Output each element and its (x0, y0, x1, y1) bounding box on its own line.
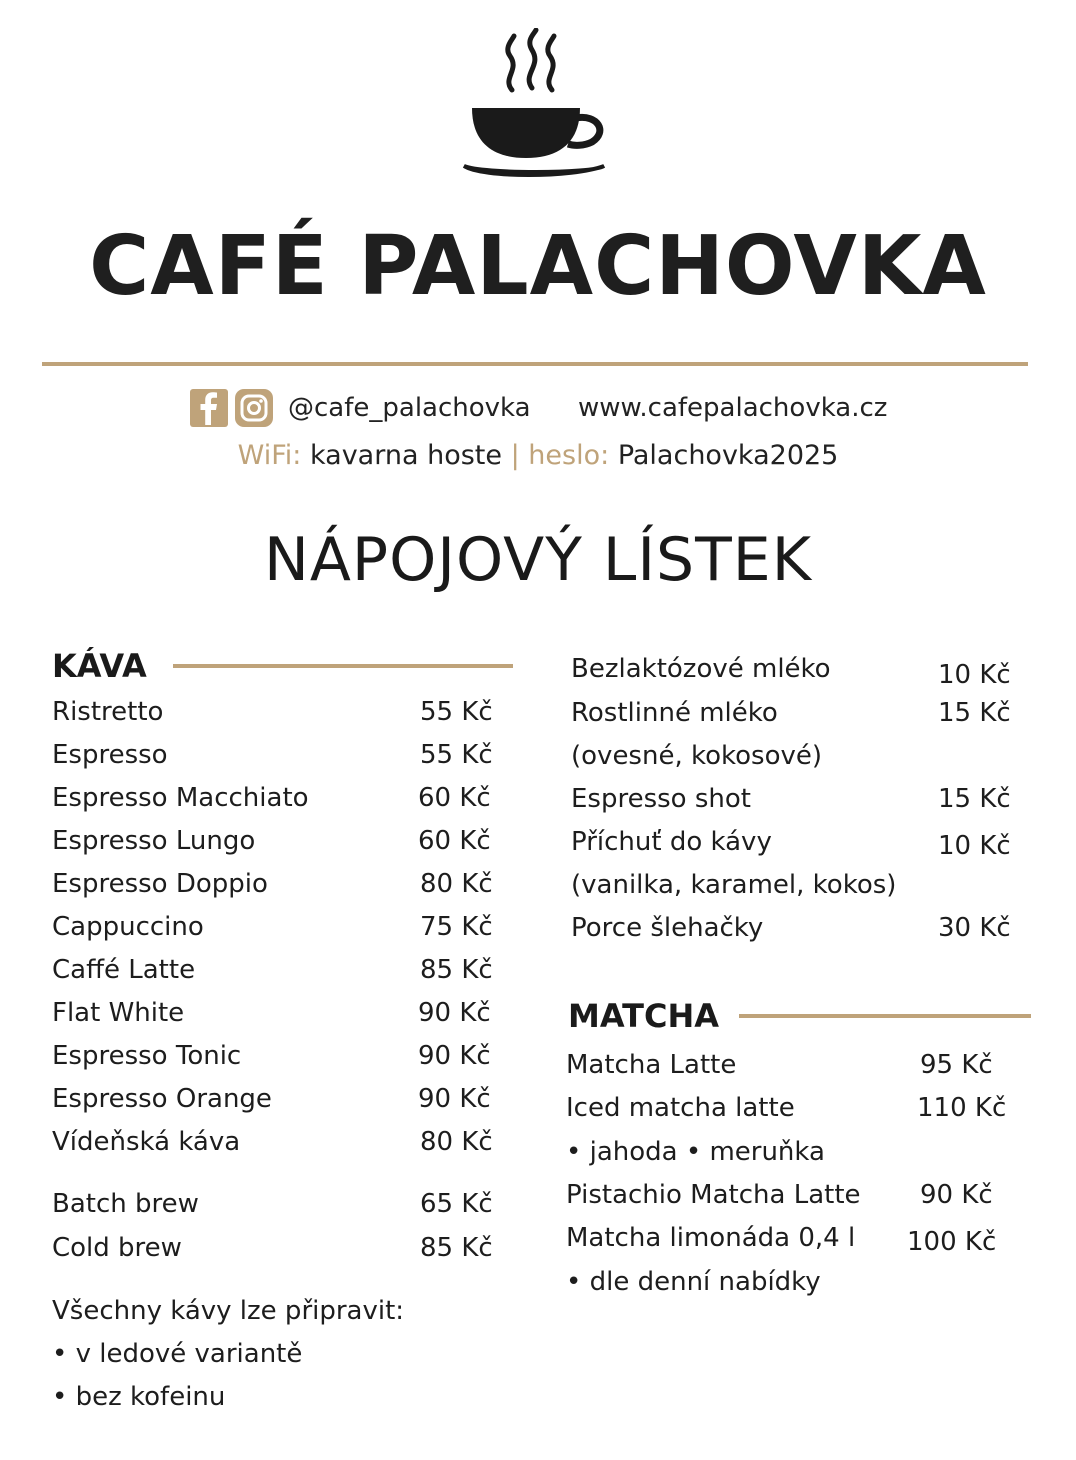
extra-item-detail (571, 738, 1021, 774)
section-title: MATCHA (568, 997, 719, 1035)
menu-item-detail (566, 1264, 1006, 1300)
wifi-password: Palachovka2025 (617, 440, 839, 471)
extra-item (571, 651, 1021, 690)
extra-item (571, 824, 1021, 860)
item-name: Příchuť do kávy (571, 827, 772, 857)
item-name: Ristretto (52, 697, 164, 727)
item-price: 100 Kč (907, 1227, 997, 1257)
extra-item-detail (571, 867, 1021, 903)
item-price: 55 Kč (420, 740, 493, 770)
item-price: 80 Kč (420, 869, 493, 899)
item-name: Espresso Tonic (52, 1041, 242, 1071)
item-price: 60 Kč (418, 783, 491, 813)
item-price: 90 Kč (418, 998, 491, 1028)
item-name: Espresso (52, 740, 168, 770)
item-price: 60 Kč (418, 826, 491, 856)
menu-item (52, 952, 496, 988)
social-row (190, 388, 531, 428)
item-name: Caffé Latte (52, 955, 196, 985)
item-price: 10 Kč (938, 831, 1011, 861)
section-title: KÁVA (52, 647, 147, 685)
menu-item (566, 1177, 1006, 1213)
extra-item (571, 910, 1021, 946)
menu-item-detail (566, 1134, 1006, 1170)
item-name: Espresso Orange (52, 1084, 272, 1114)
item-name: Espresso Doppio (52, 869, 268, 899)
item-price: 90 Kč (418, 1084, 491, 1114)
item-price: 85 Kč (420, 1233, 493, 1263)
item-price: 30 Kč (938, 913, 1011, 943)
item-name: Espresso shot (571, 784, 751, 814)
menu-item (52, 995, 496, 1031)
menu-item (52, 1230, 496, 1266)
kava-note: • v ledové variantě (52, 1339, 303, 1369)
instagram-icon[interactable] (235, 389, 273, 427)
item-name: • dle denní nabídky (566, 1267, 821, 1297)
item-name: Vídeňská káva (52, 1127, 241, 1157)
extra-item (571, 781, 1021, 817)
menu-item (52, 823, 496, 859)
item-name: Batch brew (52, 1189, 199, 1219)
section-matcha-header (568, 996, 1031, 1036)
item-name: • jahoda • meruňka (566, 1137, 825, 1167)
kava-note: • bez kofeinu (52, 1382, 226, 1412)
item-name: Matcha limonáda 0,4 l (566, 1223, 856, 1253)
item-name: Rostlinné mléko (571, 698, 778, 728)
menu-item (52, 1124, 496, 1160)
menu-item (52, 1186, 496, 1222)
item-price: 90 Kč (418, 1041, 491, 1071)
item-price: 85 Kč (420, 955, 493, 985)
menu-item (52, 1038, 496, 1074)
item-name: Espresso Lungo (52, 826, 256, 856)
wifi-info (0, 436, 1076, 476)
section-kava-header (52, 646, 513, 686)
item-name: Pistachio Matcha Latte (566, 1180, 861, 1210)
item-name: Espresso Macchiato (52, 783, 309, 813)
menu-item (52, 780, 496, 816)
facebook-icon[interactable] (190, 389, 228, 427)
item-price: 10 Kč (938, 660, 1011, 690)
header-divider (42, 362, 1028, 366)
menu-title: NÁPOJOVÝ LÍSTEK (263, 525, 813, 595)
item-name: Cold brew (52, 1233, 182, 1263)
menu-item (52, 1081, 496, 1117)
wifi-separator: | (510, 440, 520, 471)
menu-item (52, 737, 496, 773)
password-label: heslo: (528, 440, 610, 471)
menu-item (52, 694, 496, 730)
item-name: Bezlaktózové mléko (571, 654, 831, 684)
menu-item (566, 1047, 1006, 1083)
coffee-cup-logo (462, 28, 608, 184)
item-name: Matcha Latte (566, 1050, 737, 1080)
wifi-label: WiFi: (237, 440, 302, 471)
kava-note: Všechny kávy lze připravit: (52, 1296, 405, 1326)
item-name: (vanilka, karamel, kokos) (571, 870, 897, 900)
item-price: 15 Kč (938, 784, 1011, 814)
item-price: 75 Kč (420, 912, 493, 942)
item-price: 95 Kč (920, 1050, 993, 1080)
social-handle[interactable]: @cafe_palachovka (288, 393, 531, 423)
item-price: 15 Kč (938, 698, 1011, 728)
section-divider (173, 664, 513, 668)
website-link[interactable]: www.cafepalachovka.cz (578, 393, 888, 423)
extra-item (571, 695, 1021, 731)
item-name: Cappuccino (52, 912, 204, 942)
item-price: 55 Kč (420, 697, 493, 727)
menu-item (566, 1220, 1006, 1256)
item-name: (ovesné, kokosové) (571, 741, 823, 771)
item-name: Iced matcha latte (566, 1093, 795, 1123)
menu-item (52, 866, 496, 902)
wifi-name: kavarna hoste (310, 440, 502, 471)
item-price: 90 Kč (920, 1180, 993, 1210)
brand-title: CAFÉ PALACHOVKA (89, 219, 987, 314)
section-divider (739, 1014, 1031, 1018)
item-price: 110 Kč (917, 1093, 1007, 1123)
item-name: Porce šlehačky (571, 913, 764, 943)
menu-item (52, 909, 496, 945)
item-name: Flat White (52, 998, 185, 1028)
menu-item (566, 1090, 1006, 1126)
item-price: 65 Kč (420, 1189, 493, 1219)
item-price: 80 Kč (420, 1127, 493, 1157)
